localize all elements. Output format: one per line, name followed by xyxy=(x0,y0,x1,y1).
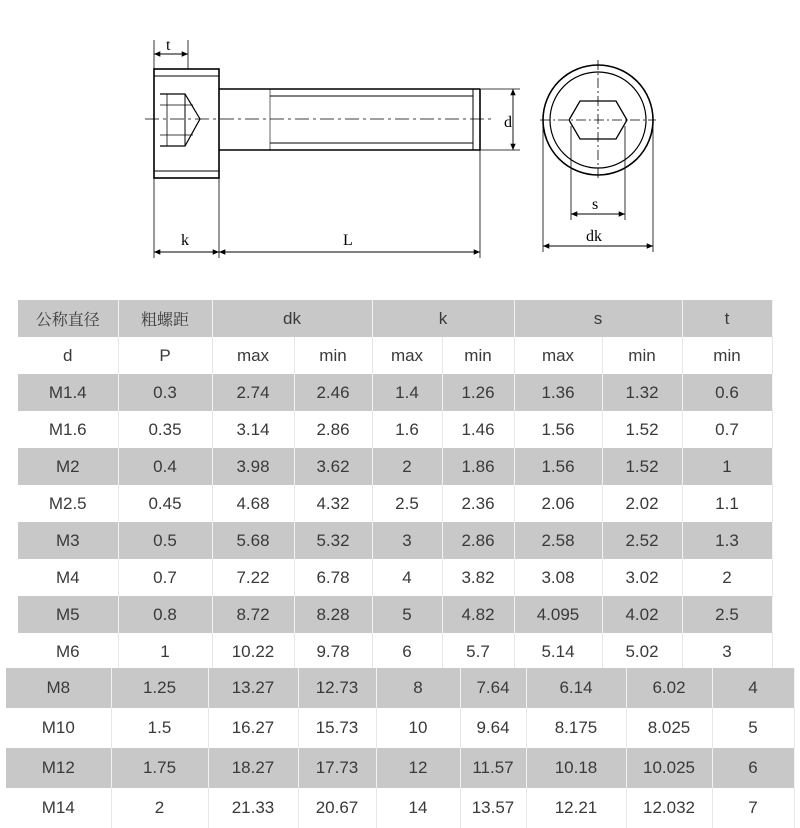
table-cell: 1.6 xyxy=(372,411,442,448)
table-cell: 6 xyxy=(712,748,794,788)
table-cell: 1.25 xyxy=(111,668,208,708)
header-coarse-pitch: 粗螺距 xyxy=(118,300,212,337)
table-cell: 0.45 xyxy=(118,485,212,522)
table-cell: 1.5 xyxy=(111,708,208,748)
table-cell: M1.4 xyxy=(18,374,118,411)
table-cell: 0.7 xyxy=(682,411,772,448)
header-nominal-diameter: 公称直径 xyxy=(18,300,118,337)
table-row xyxy=(6,668,794,708)
screw-end-view xyxy=(540,60,656,252)
table-cell: 2.86 xyxy=(442,522,514,559)
upper-rows xyxy=(18,374,772,670)
table-cell: 5.02 xyxy=(602,633,682,670)
table-cell: 4.02 xyxy=(602,596,682,633)
table-cell: 18.27 xyxy=(208,748,298,788)
table-cell: M2.5 xyxy=(18,485,118,522)
table-row xyxy=(18,596,772,633)
table-cell: M14 xyxy=(6,788,111,828)
table-row xyxy=(6,748,794,788)
header-k: k xyxy=(372,300,514,337)
table-cell: 2.5 xyxy=(372,485,442,522)
table-cell: 1.86 xyxy=(442,448,514,485)
table-cell: 2.86 xyxy=(294,411,372,448)
subheader-p: P xyxy=(118,337,212,374)
table-cell: 1.56 xyxy=(514,411,602,448)
table-cell: 10 xyxy=(376,708,460,748)
s-label: s xyxy=(592,196,599,213)
table-cell: 1 xyxy=(118,633,212,670)
table-row xyxy=(18,448,772,485)
table-cell: 8.175 xyxy=(526,708,626,748)
spec-table-lower xyxy=(6,668,795,828)
header-dk: dk xyxy=(212,300,372,337)
table-cell: M1.6 xyxy=(18,411,118,448)
table-cell: 5 xyxy=(372,596,442,633)
table-cell: 0.4 xyxy=(118,448,212,485)
table-cell: 1.52 xyxy=(602,411,682,448)
subheader-t-min: min xyxy=(682,337,772,374)
subheader-k-max: max xyxy=(372,337,442,374)
table-cell: 8.72 xyxy=(212,596,294,633)
dk-label: dk xyxy=(586,228,602,245)
table-cell: 1.26 xyxy=(442,374,514,411)
table-cell: 7.22 xyxy=(212,559,294,596)
table-cell: 2.52 xyxy=(602,522,682,559)
table-cell: 3.14 xyxy=(212,411,294,448)
table-cell: 1 xyxy=(682,448,772,485)
table-cell: 2 xyxy=(372,448,442,485)
table-cell: 1.36 xyxy=(514,374,602,411)
t-label: t xyxy=(166,37,171,54)
lower-rows xyxy=(6,668,794,828)
table-cell: 4.32 xyxy=(294,485,372,522)
table-cell: 2.58 xyxy=(514,522,602,559)
table-cell: 8.025 xyxy=(626,708,712,748)
l-label: L xyxy=(343,232,353,249)
table-cell: 4.82 xyxy=(442,596,514,633)
table-cell: 13.57 xyxy=(460,788,526,828)
subheader-dk-max: max xyxy=(212,337,294,374)
table-cell: 10.18 xyxy=(526,748,626,788)
table-cell: 9.64 xyxy=(460,708,526,748)
d-label: d xyxy=(504,114,512,131)
table-cell: 12 xyxy=(376,748,460,788)
subheader-s-min: min xyxy=(602,337,682,374)
table-cell: 7 xyxy=(712,788,794,828)
table-cell: 6.14 xyxy=(526,668,626,708)
header-row-1 xyxy=(18,300,772,337)
table-cell: 0.3 xyxy=(118,374,212,411)
table-cell: 5.32 xyxy=(294,522,372,559)
table-cell: 12.21 xyxy=(526,788,626,828)
table-cell: 4.68 xyxy=(212,485,294,522)
header-t: t xyxy=(682,300,772,337)
table-cell: M8 xyxy=(6,668,111,708)
table-cell: 17.73 xyxy=(298,748,376,788)
header-s: s xyxy=(514,300,682,337)
table-cell: 2 xyxy=(682,559,772,596)
header-row-2 xyxy=(18,337,772,374)
table-cell: 5.7 xyxy=(442,633,514,670)
table-cell: 1.1 xyxy=(682,485,772,522)
table-cell: 0.5 xyxy=(118,522,212,559)
table-cell: 0.7 xyxy=(118,559,212,596)
table-row xyxy=(6,788,794,828)
table-cell: 2.46 xyxy=(294,374,372,411)
table-cell: M10 xyxy=(6,708,111,748)
table-cell: 13.27 xyxy=(208,668,298,708)
subheader-dk-min: min xyxy=(294,337,372,374)
table-cell: M5 xyxy=(18,596,118,633)
table-row xyxy=(18,411,772,448)
table-cell: 5 xyxy=(712,708,794,748)
table-cell: 4 xyxy=(712,668,794,708)
table-row xyxy=(18,633,772,670)
table-cell: 2.06 xyxy=(514,485,602,522)
table-cell: M3 xyxy=(18,522,118,559)
table-cell: 9.78 xyxy=(294,633,372,670)
subheader-k-min: min xyxy=(442,337,514,374)
table-cell: 1.3 xyxy=(682,522,772,559)
table-cell: 2.5 xyxy=(682,596,772,633)
screw-drawing-svg xyxy=(0,0,800,290)
table-cell: 0.6 xyxy=(682,374,772,411)
table-cell: 2.74 xyxy=(212,374,294,411)
table-row xyxy=(18,559,772,596)
table-cell: M12 xyxy=(6,748,111,788)
table-cell: 3.08 xyxy=(514,559,602,596)
table-row xyxy=(6,708,794,748)
table-cell: 10.22 xyxy=(212,633,294,670)
table-cell: 16.27 xyxy=(208,708,298,748)
table-cell: 1.56 xyxy=(514,448,602,485)
table-cell: 3.62 xyxy=(294,448,372,485)
table-cell: 1.4 xyxy=(372,374,442,411)
table-cell: 2.36 xyxy=(442,485,514,522)
table-cell: 1.75 xyxy=(111,748,208,788)
table-cell: 1.32 xyxy=(602,374,682,411)
table-cell: 2.02 xyxy=(602,485,682,522)
table-cell: 5.14 xyxy=(514,633,602,670)
table-cell: 4.095 xyxy=(514,596,602,633)
table-cell: 8.28 xyxy=(294,596,372,633)
table-cell: 11.57 xyxy=(460,748,526,788)
screw-side-view xyxy=(145,40,520,258)
table-cell: 5.68 xyxy=(212,522,294,559)
table-cell: 6.78 xyxy=(294,559,372,596)
table-cell: 0.8 xyxy=(118,596,212,633)
subheader-d: d xyxy=(18,337,118,374)
table-cell: 3.02 xyxy=(602,559,682,596)
spec-table-upper xyxy=(18,300,773,670)
table-cell: 12.032 xyxy=(626,788,712,828)
table-cell: 15.73 xyxy=(298,708,376,748)
table-cell: M6 xyxy=(18,633,118,670)
table-cell: 8 xyxy=(376,668,460,708)
table-cell: 3 xyxy=(372,522,442,559)
table-cell: M2 xyxy=(18,448,118,485)
table-row xyxy=(18,522,772,559)
table-cell: 12.73 xyxy=(298,668,376,708)
table-cell: 21.33 xyxy=(208,788,298,828)
table-cell: 0.35 xyxy=(118,411,212,448)
table-row xyxy=(18,485,772,522)
table-cell: 2 xyxy=(111,788,208,828)
table-row xyxy=(18,374,772,411)
k-label: k xyxy=(181,232,189,249)
table-cell: 6.02 xyxy=(626,668,712,708)
screw-dimension-drawing xyxy=(0,0,800,290)
table-cell: 1.46 xyxy=(442,411,514,448)
table-cell: 3.98 xyxy=(212,448,294,485)
table-cell: 6 xyxy=(372,633,442,670)
table-cell: 3 xyxy=(682,633,772,670)
table-cell: 20.67 xyxy=(298,788,376,828)
table-cell: 1.52 xyxy=(602,448,682,485)
table-cell: 14 xyxy=(376,788,460,828)
subheader-s-max: max xyxy=(514,337,602,374)
table-cell: M4 xyxy=(18,559,118,596)
table-cell: 7.64 xyxy=(460,668,526,708)
table-cell: 3.82 xyxy=(442,559,514,596)
table-cell: 4 xyxy=(372,559,442,596)
hex-socket-outline xyxy=(160,94,200,146)
table-cell: 10.025 xyxy=(626,748,712,788)
screw-head-outline xyxy=(154,69,219,178)
